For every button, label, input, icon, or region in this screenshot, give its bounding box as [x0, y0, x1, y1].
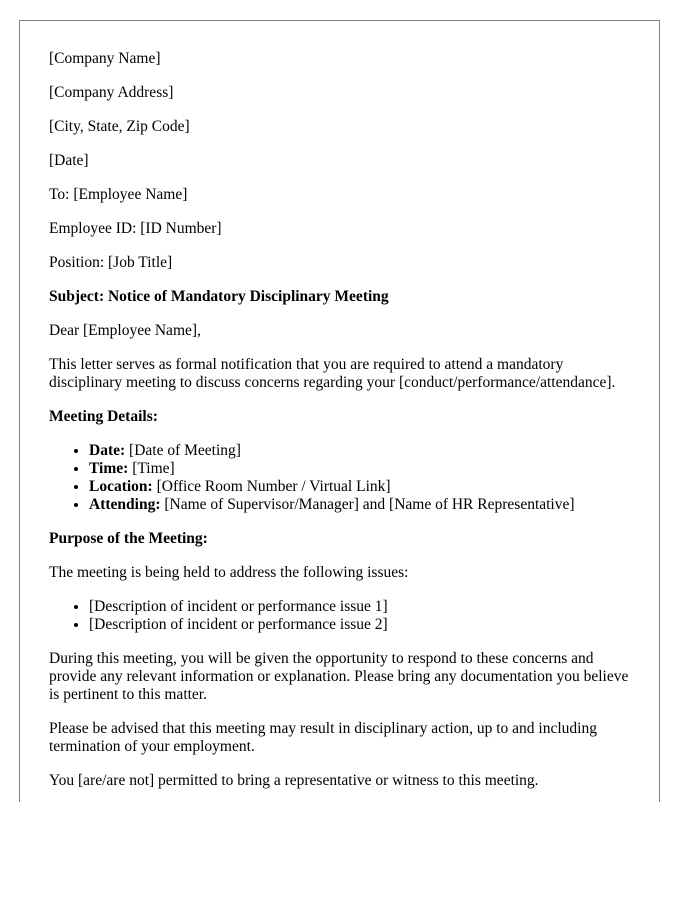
subject-text: Subject: Notice of Mandatory Disciplinary Meeting: [49, 288, 389, 305]
issue-item: • [Description of incident or performance issue 2]: [89, 616, 629, 634]
detail-value: [Date of Meeting]: [125, 442, 241, 459]
detail-value: [Time]: [128, 460, 175, 477]
letter-page: [19, 20, 660, 802]
meeting-detail-attending: [89, 496, 629, 514]
opportunity-paragraph: During this meeting, you will be given the opportunity to respond to these concerns and provide any relevant information or explanation. Please bring any documentation you believe is pertinent to this matter.: [49, 650, 629, 703]
subject-line: [49, 288, 629, 306]
detail-label: Date:: [89, 442, 126, 459]
meeting-detail-date: [89, 442, 629, 460]
letter-content: [49, 50, 629, 802]
detail-value: [Office Room Number / Virtual Link]: [152, 478, 391, 495]
recipient-to: To: [Employee Name]: [49, 186, 188, 203]
purpose-intro: The meeting is being held to address the following issues:: [49, 564, 409, 581]
recipient-position: Position: [Job Title]: [49, 254, 173, 271]
meeting-details-heading: [49, 408, 629, 426]
company-address: [Company Address]: [49, 84, 174, 101]
salutation: Dear [Employee Name],: [49, 322, 201, 339]
representative-paragraph: You [are/are not] permitted to bring a representative or witness to this meeting.: [49, 772, 539, 789]
purpose-heading-text: Purpose of the Meeting:: [49, 530, 208, 547]
meeting-details-heading-text: Meeting Details:: [49, 408, 158, 425]
issues-list: [49, 598, 629, 634]
advised-paragraph: Please be advised that this meeting may result in disciplinary action, up to and including termination of your employment.: [49, 720, 597, 755]
issue-item: • [Description of incident or performance issue 1]: [89, 598, 629, 616]
detail-label: Location:: [89, 478, 153, 495]
company-name: [Company Name]: [49, 50, 161, 67]
meeting-detail-time: [89, 460, 629, 478]
letter-date: [Date]: [49, 152, 89, 169]
meeting-details-list: [49, 442, 629, 514]
purpose-heading: [49, 530, 629, 548]
meeting-detail-location: [89, 478, 629, 496]
recipient-employee-id: Employee ID: [ID Number]: [49, 220, 222, 237]
intro-paragraph: This letter serves as formal notification that you are required to attend a mandatory disciplinary meeting to discuss concerns regarding your [conduct/performance/attendance].: [49, 356, 616, 391]
detail-value: [Name of Supervisor/Manager] and [Name of HR Representative]: [160, 496, 575, 513]
detail-label: Attending:: [89, 496, 161, 513]
detail-label: Time:: [89, 460, 129, 477]
city-state-zip: [City, State, Zip Code]: [49, 118, 190, 135]
